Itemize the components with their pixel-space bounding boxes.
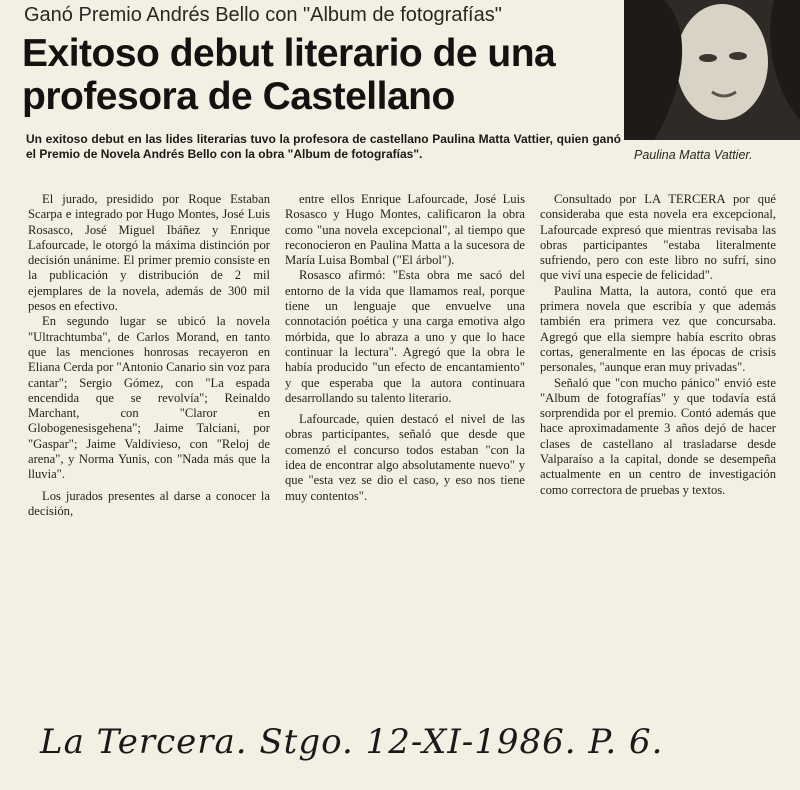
handwritten-source-note: La Tercera. Stgo. 12-XI-1986. P. 6. [40,722,664,762]
paragraph: Rosasco afirmó: "Esta obra me sacó del entorno de la vida que llamamos real, porque tiene un lenguaje que envuelve una connotación poética y una carga emotiva algo mórbida, que lo abraza a uno y que lo hace continuar la lectura". Agregó que la obra le había producido "un efecto de encantamiento" y que esperaba que la autora continuara desarrollando su talento literario. [285,268,525,405]
paragraph: El jurado, presidido por Roque Estaban Scarpa e integrado por Hugo Montes, José Luis Rosasco, José Miguel Ibáñez y Enrique Lafourcade, le otorgó la máxima distinción por decisión unánime. El primer premio consiste en la publicación y distribución de 2 mil ejemplares de la novela, además de 300 mil pesos en efectivo. [28,192,270,314]
article-column-1 [28,192,270,519]
article-column-2 [285,192,525,504]
paragraph: Señaló que "con mucho pánico" envió este "Album de fotografías" y que todavía está sorprendida por el premio. Contó además que hace aproximadamente 3 años dejó de hacer clases de castellano al trasladarse desde Valparaíso a la capital, donde se desempeña actualmente en un centro de investigación como correctora de pruebas y textos. [540,375,776,497]
article-column-3 [540,192,776,498]
author-photo [624,0,800,140]
paragraph: Lafourcade, quien destacó el nivel de las obras participantes, señaló que desde que comenzó el concurso todos estaban "con la idea de encontrar algo absolutamente nuevo" y que "esta vez se dio el caso, y eso nos tiene muy contentos". [285,412,525,503]
article-lead: Un exitoso debut en las lides literarias tuvo la profesora de castellano Paulina Matta Vattier, quien ganó el Premio de Novela Andrés Bello con la obra "Album de fotografías". [26,132,621,161]
paragraph: En segundo lugar se ubicó la novela "Ultrachtumba", de Carlos Morand, en tanto que las menciones honrosas recayeron en Eliana Cerda por "Antonio Canario sin voz para cantar"; Sergio Gómez, con "La espada encendida que se revolvía"; Reinaldo Marchant, con "Claror en Globogenesisgehena"; Jaime Talciani, por "Gaspar"; Jaime Valdivieso, con "Reloj de arena", y Norma Yunis, con "Nada más que la lluvia". [28,314,270,482]
paragraph: entre ellos Enrique Lafourcade, José Luis Rosasco y Hugo Montes, calificaron la obra como "una novela excepcional", al tiempo que reconocieron en Paulina Matta a la sucesora de María Luisa Bombal ("El árbol"). [285,192,525,268]
paragraph: Consultado por LA TERCERA por qué consideraba que esta novela era excepcional, Lafourcade expresó que mientras revisaba las obras participantes "estaba literalmente sufriendo, pero con este libro no sufrí, sino que viví una especie de felicidad". [540,192,776,283]
paragraph: Paulina Matta, la autora, contó que era primera novela que escribía y que además también era primera vez que concursaba. Agregó que ella siempre había escrito obras cortas, generalmente en las épocas de crisis personales, "aunque eran muy privadas". [540,283,776,375]
photo-caption: Paulina Matta Vattier. [634,148,753,162]
article-kicker: Ganó Premio Andrés Bello con "Album de fotografías" [24,4,502,26]
article-headline: Exitoso debut literario de una profesora de Castellano [22,32,556,118]
paragraph: Los jurados presentes al darse a conocer la decisión, [28,488,270,518]
